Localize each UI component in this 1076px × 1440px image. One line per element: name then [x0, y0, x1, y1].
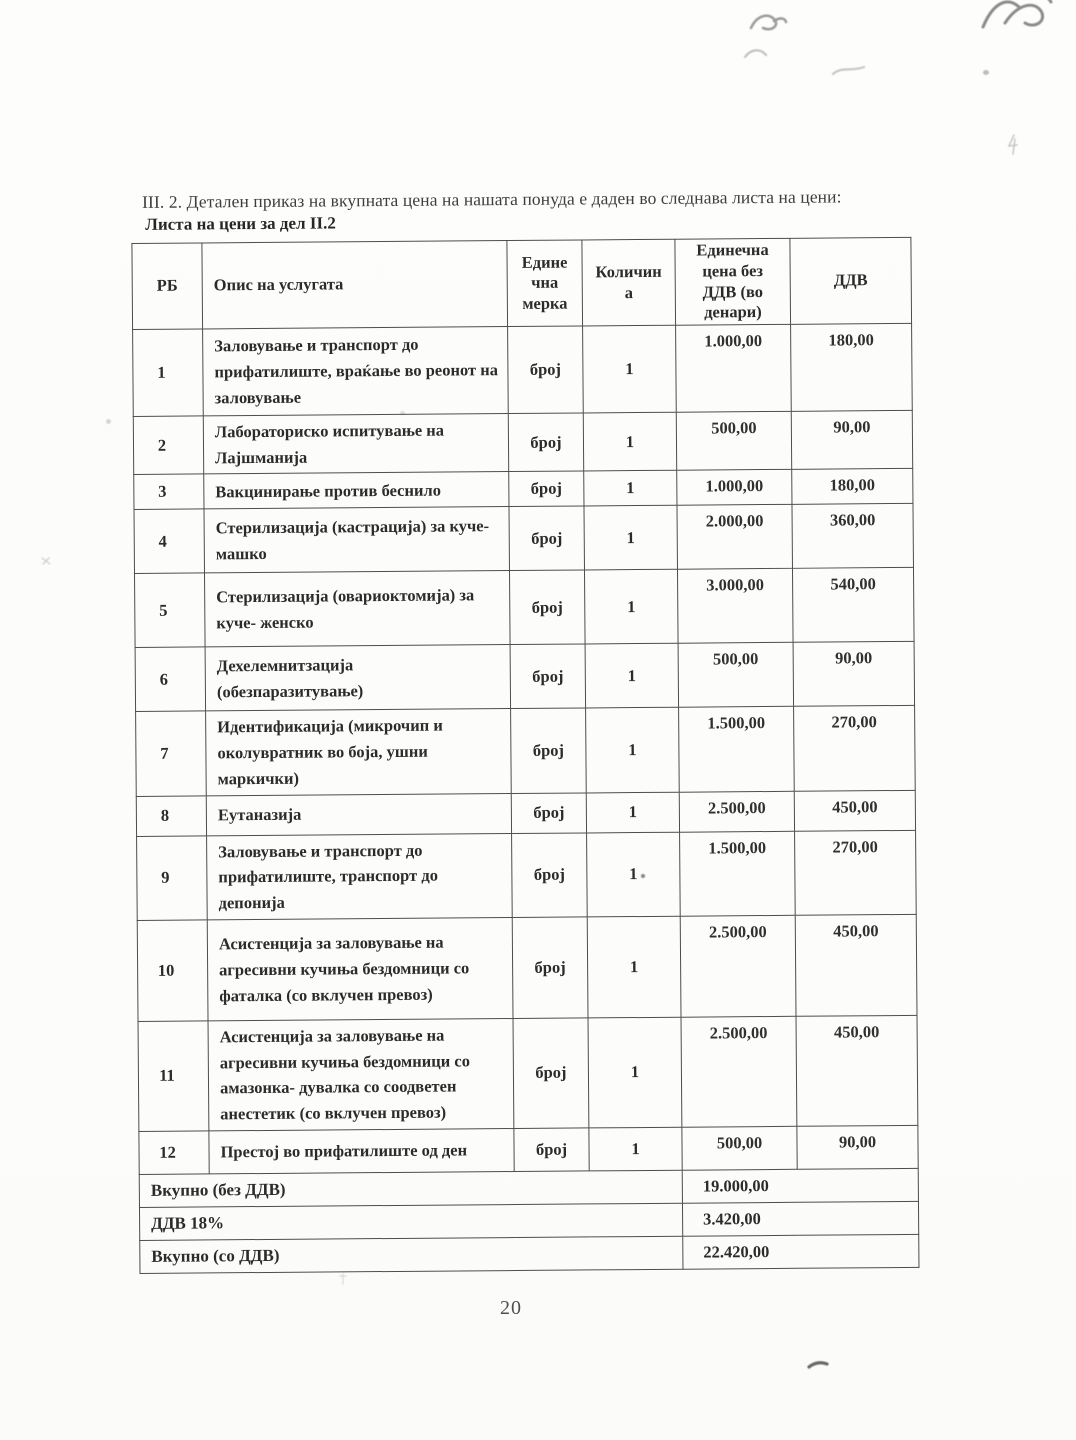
quantity: 1: [584, 570, 678, 645]
scan-dot: [106, 419, 111, 424]
table-row: [135, 642, 914, 712]
vat-amount: 450,00: [795, 914, 917, 1016]
row-number: 11: [138, 1021, 209, 1131]
unit-price: 1.000,00: [676, 324, 792, 412]
table-row: [136, 706, 916, 796]
vat-amount: 90,00: [791, 410, 912, 469]
quantity: 1: [585, 644, 678, 709]
scan-smudge-icon: [830, 61, 868, 81]
quantity: 1: [589, 1127, 682, 1171]
scan-smudge-icon: [40, 555, 52, 567]
row-number: 12: [139, 1131, 209, 1175]
unit-of-measure: број: [509, 506, 585, 571]
table-row: [135, 568, 915, 648]
unit-of-measure: број: [509, 471, 584, 507]
intro-text: III. 2. Детален приказ на вкупната цена на нашата понуда е даден во следнава листа на цени:: [142, 186, 842, 212]
quantity: 1: [588, 1017, 682, 1128]
vat-amount: 450,00: [796, 1015, 918, 1126]
table-row: [137, 830, 917, 920]
header-description: Опис на услугата: [202, 241, 508, 329]
unit-price: 1.000,00: [677, 470, 792, 506]
vat-amount: 270,00: [794, 706, 916, 791]
table-row: [134, 504, 913, 574]
unit-price: 2.500,00: [679, 791, 794, 832]
unit-of-measure: број: [510, 644, 586, 709]
unit-of-measure: број: [512, 917, 588, 1019]
total-label: Вкупно (без ДДВ): [139, 1170, 682, 1207]
row-number: 5: [135, 573, 206, 648]
service-description: Дехелемнитзација (обезпаразитување): [205, 645, 510, 711]
table-row: [138, 1015, 918, 1131]
table-row: [139, 1125, 918, 1174]
unit-price: 1.500,00: [679, 707, 795, 792]
unit-price: 2.000,00: [677, 505, 792, 570]
unit-price: 1.500,00: [680, 831, 796, 916]
table-row: [137, 914, 917, 1021]
vat-amount: 270,00: [795, 830, 917, 915]
quantity: 1: [587, 832, 681, 917]
total-label: ДДВ 18%: [139, 1203, 682, 1240]
quantity: 1: [583, 325, 677, 413]
service-description: Идентификација (микрочип и околувратник во боја, ушни маркички): [206, 709, 512, 796]
row-number: 4: [134, 509, 205, 574]
header-unit-price: Единечна цена без ДДВ (во денари): [675, 238, 791, 325]
quantity: 1: [586, 792, 679, 833]
row-number: 7: [136, 711, 207, 796]
unit-of-measure: број: [514, 1128, 589, 1172]
unit-price: 500,00: [678, 643, 793, 708]
quantity: 1: [584, 471, 677, 507]
row-number: 3: [134, 474, 204, 510]
header-unit: Едине чна мерка: [507, 240, 583, 327]
header-rb: РБ: [132, 243, 203, 330]
unit-price: 500,00: [682, 1126, 797, 1170]
service-description: Асистенција за заловување на агресивни кучиња бездомници со фаталка (со вклучен превоз): [207, 917, 513, 1020]
service-description: Заловување и транспорт до прифатилиште, транспорт до депонија: [207, 833, 513, 920]
table-row: [136, 790, 915, 836]
service-description: Престој во прифатилиште од ден: [209, 1128, 514, 1173]
row-number: 6: [135, 647, 206, 712]
header-vat: ДДВ: [790, 237, 912, 324]
row-number: 8: [136, 796, 206, 837]
vat-amount: 450,00: [794, 790, 915, 831]
unit-of-measure: број: [512, 833, 588, 918]
unit-price: 500,00: [676, 411, 791, 470]
service-description: Стерилизација (овариоктомија) за куче- женско: [205, 571, 511, 647]
quantity: 1: [587, 916, 681, 1018]
vat-amount: 540,00: [792, 568, 914, 643]
scan-smudge-icon: [1005, 132, 1021, 158]
quantity: 1: [583, 412, 676, 471]
unit-of-measure: број: [511, 708, 587, 793]
vat-amount: 90,00: [793, 642, 914, 707]
scan-smudge-icon: [806, 1358, 830, 1372]
vat-amount: 360,00: [792, 504, 913, 569]
unit-of-measure: број: [508, 326, 584, 414]
unit-of-measure: број: [509, 570, 585, 645]
scan-smudge-icon: [338, 1272, 348, 1286]
service-description: Стерилизација (кастрација) за куче- машко: [204, 507, 509, 573]
scan-dot: [983, 70, 989, 75]
unit-price: 3.000,00: [677, 569, 793, 644]
unit-price: 2.500,00: [681, 1016, 797, 1127]
document-content: [131, 185, 919, 1274]
total-value: 22.420,00: [683, 1234, 919, 1269]
service-description: Вакцинирање против беснило: [204, 472, 509, 509]
unit-of-measure: број: [508, 413, 583, 472]
scan-smudge-icon: [975, 0, 1065, 41]
service-description: Лабораториско испитување на Лајшманија: [203, 414, 508, 475]
header-quantity: Количин а: [582, 239, 676, 326]
row-number: 10: [137, 920, 208, 1022]
quantity: 1: [586, 708, 680, 793]
page-number: 20: [500, 1297, 522, 1319]
total-label: Вкупно (со ДДВ): [140, 1236, 683, 1273]
row-number: 2: [133, 416, 203, 475]
scan-smudge-icon: [742, 46, 770, 64]
scan-smudge-icon: [747, 9, 789, 37]
table-row: [133, 323, 913, 416]
total-value: 19.000,00: [682, 1168, 918, 1203]
service-description: Заловување и транспорт до прифатилиште, враќање во реонот на заловување: [203, 327, 509, 416]
table-row: [133, 410, 912, 475]
row-number: 1: [133, 329, 204, 417]
total-value: 3.420,00: [682, 1201, 918, 1236]
unit-of-measure: број: [511, 793, 586, 834]
vat-amount: 180,00: [792, 469, 913, 505]
price-list-title: Листа на цени за дел II.2: [145, 213, 336, 234]
service-description: Асистенција за заловување на агресивни кучиња бездомници со амазонка- дувалка со соодветен анестетик (со вклучен превоз): [208, 1018, 514, 1130]
row-number: 9: [137, 836, 208, 921]
price-table: [131, 237, 919, 1274]
service-description: Еутаназија: [206, 793, 511, 835]
vat-amount: 180,00: [791, 323, 913, 411]
total-row-gross: [140, 1234, 919, 1273]
unit-price: 2.500,00: [680, 915, 796, 1017]
vat-amount: 90,00: [797, 1125, 918, 1169]
table-header-row: [132, 237, 912, 329]
quantity: 1: [584, 506, 677, 571]
unit-of-measure: број: [513, 1018, 589, 1129]
